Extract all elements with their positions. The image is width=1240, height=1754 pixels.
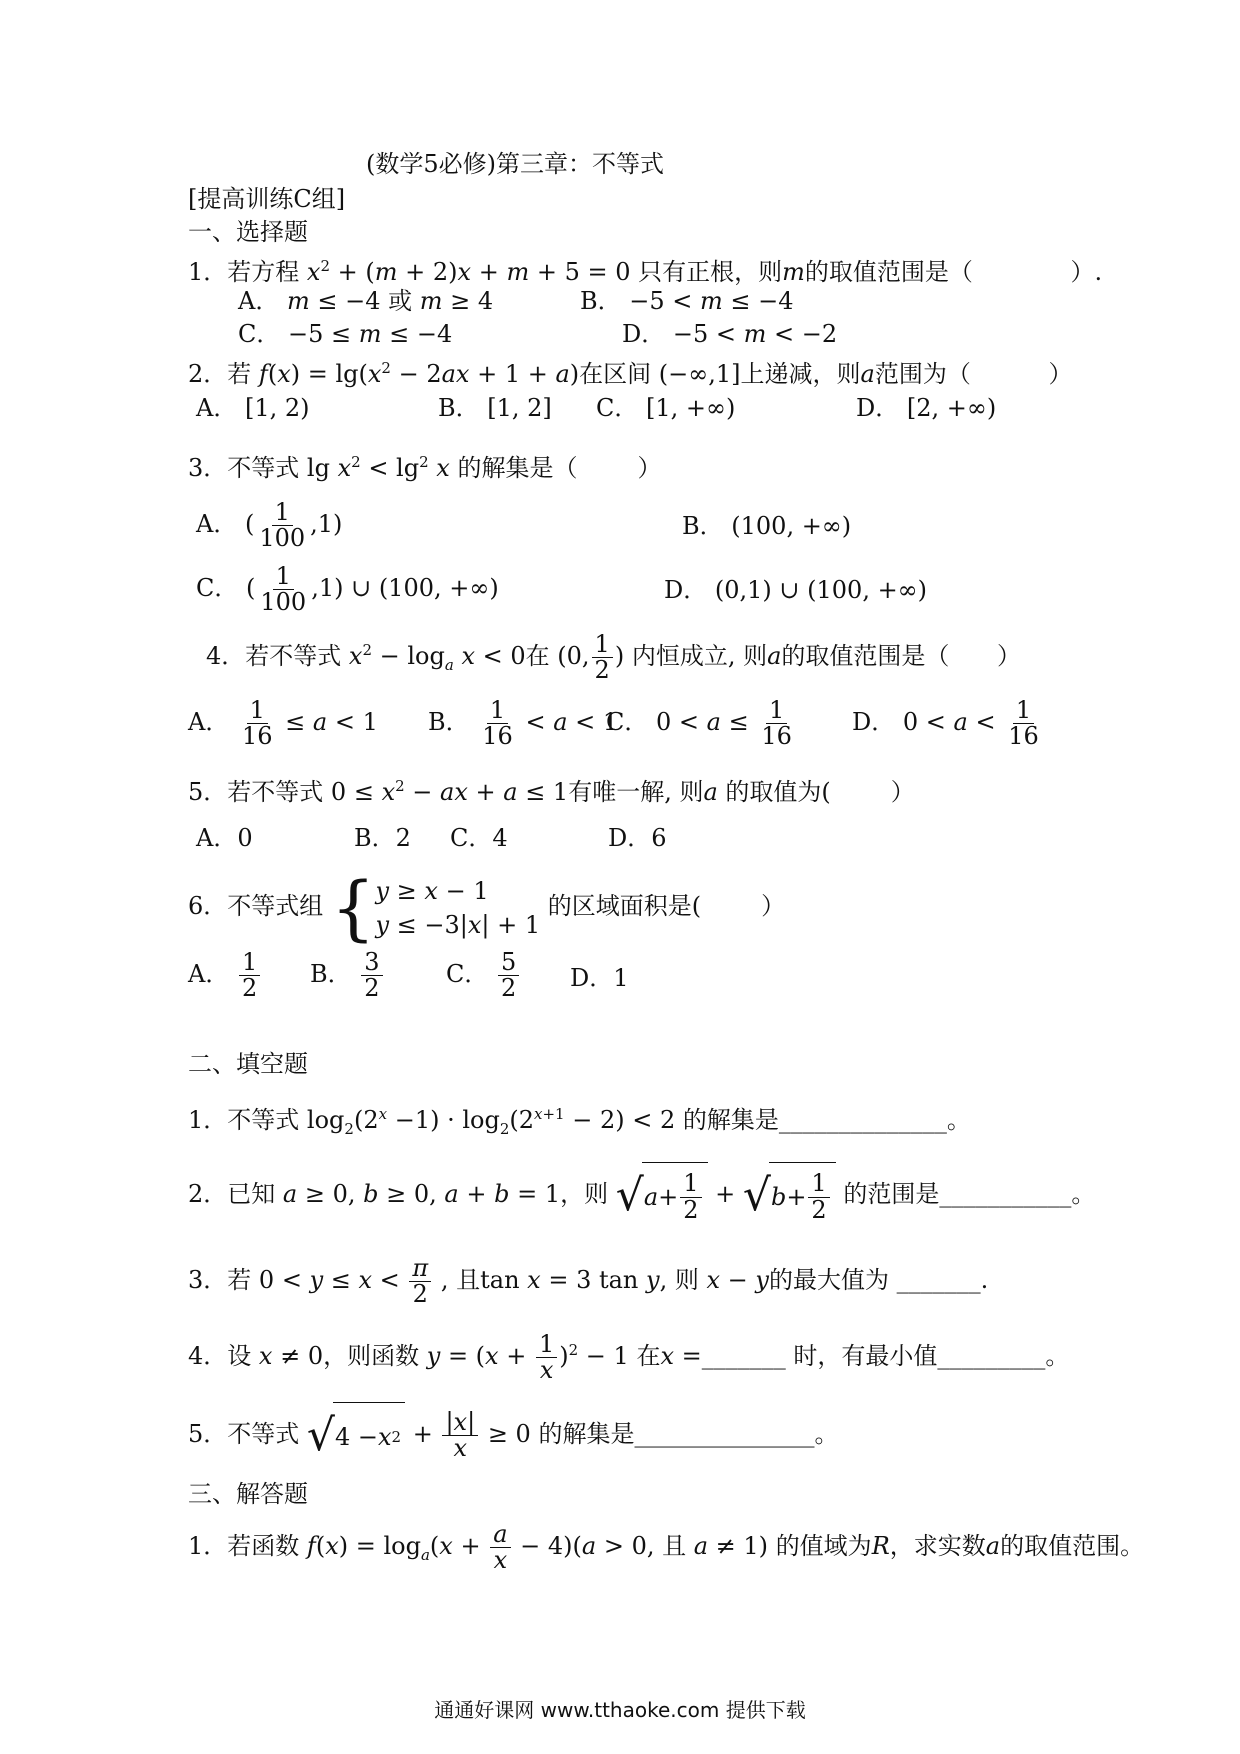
option-d: D．1 [570, 964, 629, 992]
option-d: D． (0,1) ∪ (100, +∞) [664, 576, 928, 604]
option-d: D． [2, +∞) [856, 394, 997, 422]
option-d: D．6 [608, 824, 667, 852]
option-d: D． −5 < m < −2 [622, 320, 838, 348]
option-a: A． [1, 2) [196, 394, 310, 422]
question-2: 2．若 $f(x) = \lg(x^2 - 2ax + 1 + a)$在区间 (−∞,1]上递减，则a范围为（ ） [188, 359, 1073, 388]
option-d: D． 0 < a < $\frac{1}{16}$ [852, 696, 1039, 751]
group-label: [提高训练C组] [188, 185, 346, 213]
section-heading-fill: 二、填空题 [188, 1050, 308, 1078]
question-1: 1．若方程 $x^2 + (m + 2)x + m + 5 = 0$ 只有正根，则m的取值范围是（ ）. [188, 257, 1103, 286]
answer-blank[interactable]: ___________。 [939, 1180, 1096, 1208]
option-a: A． ( $\frac{1}{100}$ ,1) [196, 498, 343, 553]
fill-question-5: 5．不等式 √ 4 − x 2 + $\frac{|x|}{x}$ ≥ 0 的解集是_______________。 [188, 1402, 838, 1469]
option-b: B． −5 < m ≤ −4 [580, 287, 794, 315]
fill-question-1: 1．不等式 $\log_2(2^x -1) \cdot \log_2(2^{x+1} - 2) < 2$ 的解集是______________。 [188, 1105, 971, 1138]
fill-question-2: 2．已知 a ≥ 0, b ≥ 0, a + b = 1，则 √ a + $\frac{1}{2}$ + √ b + $\frac{1}{2}$ 的范围是___________。 [188, 1162, 1095, 1229]
question-5: 5．若不等式 $0 \le x^2$ − ax + a ≤ 1有唯一解, 则a 的取值为( ） [188, 777, 915, 806]
question-6: 6．不等式组 { y ≥ x − 1 y ≤ −3|x| + 1 的区域面积是( ） [188, 866, 786, 949]
option-c: C． [1, +∞) [596, 394, 736, 422]
option-b: B． $\frac{1}{16}$ < a < 1 [428, 696, 619, 751]
page-title: (数学5必修)第三章：不等式 [366, 150, 664, 178]
option-b: B．2 [354, 824, 411, 852]
answer-blank[interactable]: _______________。 [634, 1420, 839, 1448]
option-b: B． [1, 2] [438, 394, 552, 422]
fill-question-4: 4．设 x ≠ 0，则函数 y = (x + $\frac{1}{x}$ )$^2$ − 1 在x =_______ 时，有最小值_________。 [188, 1329, 1070, 1384]
answer-blank-x[interactable]: _______ [701, 1342, 786, 1370]
option-c: C． 0 < a ≤ $\frac{1}{16}$ [606, 696, 792, 751]
formula: $x^2 + (m + 2)x + m + 5 = 0$ [306, 257, 631, 286]
option-a: A．0 [196, 824, 253, 852]
footer-source: 通通好课网 www.tthaoke.com 提供下载 [434, 1698, 806, 1722]
solve-question-1: 1．若函数 $f(x) = \log_a(x$ + $\frac{a}{x}$ − 4)(a > 0, 且 a ≠ 1) 的值域为R，求实数a的取值范围。 [188, 1519, 1145, 1574]
option-b: B． (100, +∞) [682, 512, 852, 540]
option-b: B． $\frac{3}{2}$ [310, 950, 385, 1001]
option-c: C． −5 ≤ m ≤ −4 [238, 320, 453, 348]
answer-blank[interactable]: _______. [896, 1266, 989, 1294]
option-c: C．4 [450, 824, 508, 852]
answer-blank[interactable]: ______________。 [778, 1106, 971, 1134]
option-c: C． $\frac{5}{2}$ [446, 950, 521, 1001]
section-heading-solve: 三、解答题 [188, 1480, 308, 1508]
section-heading-choice: 一、选择题 [188, 218, 308, 246]
fill-question-3: 3．若 0 < y ≤ x < $\frac{\pi}{2}$ , 且tan x = 3 tan y, 则 x − y的最大值为 _______. [188, 1253, 989, 1308]
option-a: A． $\frac{1}{2}$ [188, 950, 262, 1001]
answer-blank-min[interactable]: _________。 [937, 1342, 1070, 1370]
question-4: 4．若不等式 $x^2 - \log_a x < 0$在 (0, $\frac{1}{2}$ ) 内恒成立, 则a的取值范围是（ ） [206, 630, 1022, 685]
option-a: A． $\frac{1}{16}$ ≤ a < 1 [188, 696, 378, 751]
option-a: A． m ≤ −4 或 m ≥ 4 [238, 287, 494, 315]
question-3: 3．不等式 $\lg x^2 < \lg^2 x$ 的解集是（ ） [188, 453, 662, 482]
option-c: C． ( $\frac{1}{100}$ ,1) ∪ (100, +∞) [196, 562, 499, 617]
